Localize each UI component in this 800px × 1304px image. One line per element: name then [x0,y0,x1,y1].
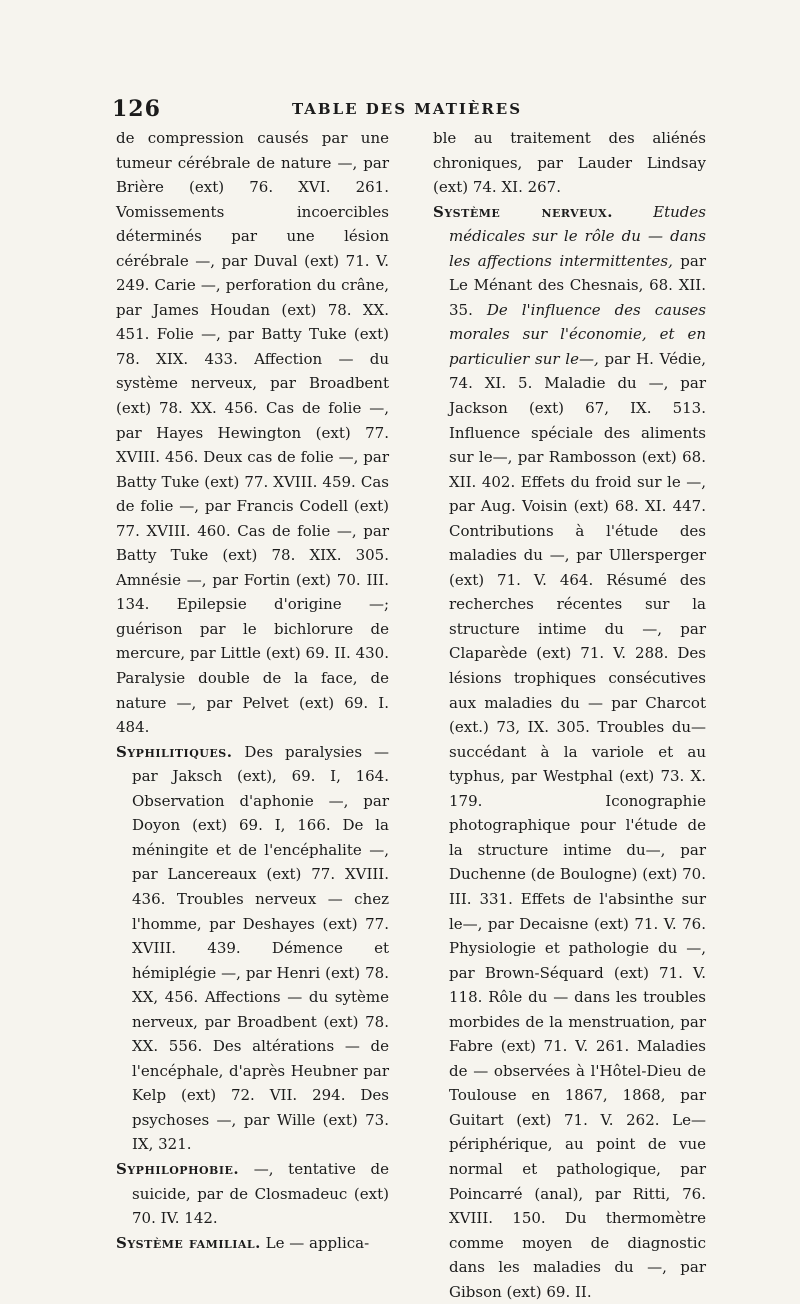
page-header [112,96,702,126]
index-entry [116,1157,389,1231]
page-number: 126 [112,96,161,122]
index-entry: de compression causés par une tumeur cérébrale de nature —, par Brière (ext) 76. XVI. 261. Vomissements incoercibles déterminés par une lésion cérébrale —, par Duval (ext) 71. V. 249. Carie —, perforation du crâne, par James Houdan (ext) 78. XX. 451. Folie —, par Batty Tuke (ext) 78. XIX. 433. Affection — du système nerveux, par Broadbent (ext) 78. XX. 456. Cas de folie —, par Hayes Hewington (ext) 77. XVIII. 456. Deux cas de folie —, par Batty Tuke (ext) 77. XVIII. 459. Cas de folie —, par Francis Codell (ext) 77. XVIII. 460. Cas de folie —, par Batty Tuke (ext) 78. XIX. 305. Amnésie —, par Fortin (ext) 70. III. 134. Epilepsie d'origine —; guérison par le bichlorure de mercure, par Little (ext) 69. II. 430. Paralysie double de la face, de nature —, par Pelvet (ext) 69. I. 484. [116,129,389,737]
entry-work-title: Etudes médicales sur le rôle du — dans les affections intermittentes, [449,202,706,270]
index-entry [116,1231,389,1256]
entry-text: —, tentative de suicide, par de Closmadeuc (ext) 70. IV. 142. [132,1159,389,1228]
index-entry [116,740,389,1157]
left-column [116,126,389,1252]
index-entry: ble au traitement des aliénés chroniques, par Lauder Lindsay (ext) 74. XI. 267. [433,129,706,197]
entry-heading: Syphilophobie. [116,1159,240,1178]
entry-text: par Le Ménant des Chesnais, 68. XII. 35. [449,251,706,319]
running-title: TABLE DES MATIÈRES [291,100,523,118]
entry-heading: Syphilitiques. [116,742,233,761]
entry-text: Le — applica- [260,1233,370,1252]
right-column [433,126,706,1301]
entry-work-title: De l'influence des causes morales sur l'économie, et en particulier sur le—, [449,300,706,368]
entry-heading: Système familial. [116,1233,261,1252]
index-columns [116,126,706,1301]
entry-text: Des paralysies — par Jaksch (ext), 69. I, 164. Observation d'aphonie —, par Doyon (ext) 69. I, 166. De la méningite et de l'encéphalite —, par Lancereaux (ext) 77. XVIII. 436. Troubles nerveux — chez l'homme, par Deshayes (ext) 77. XVIII. 439. Démence et hémiplégie —, par Henri (ext) 78. XX, 456. Affections — du sytème nerveux, par Broadbent (ext) 78. XX. 556. Des altérations — de l'encéphale, d'après Heubner par Kelp (ext) 72. VII. 294. Des psychoses —, par Wille (ext) 73. IX, 321. [132,742,389,1154]
entry-text: par H. Védie, 74. XI. 5. Maladie du —, par Jackson (ext) 67, IX. 513. Influence spéciale des aliments sur le—, par Rambosson (ext) 68. XII. 402. Effets du froid sur le —, par Aug. Voisin (ext) 68. XI. 447. Contributions à l'étude des maladies du —, par Ullersperger (ext) 71. V. 464. Résumé des recherches récentes sur la structure intime du —, par Claparède (ext) 71. V. 288. Des lésions trophiques consécutives aux maladies du — par Charcot (ext.) 73, IX. 305. Troubles du— succédant à la variole et au typhus, par Westphal (ext) 73. X. 179. Iconographie photographique pour l'étude de la structure intime du—, par Duchenne (de Boulogne) (ext) 70. III. 331. Effets de l'absinthe sur le—, par Decaisne (ext) 71. V. 76. Physiologie et pathologie du —, par Brown-Séquard (ext) 71. V. 118. Rôle du — dans les troubles morbides de la menstruation, par Fabre (ext) 71. V. 261. Maladies de — observées à l'Hôtel-Dieu de Toulouse en 1867, 1868, par Guitart (ext) 71. V. 262. Le—périphérique, au point de vue normal et pathologique, par Poincarré (anal), par Ritti, 76. XVIII. 150. Du thermomètre comme moyen de diagnostic dans les maladies du —, par Gibson (ext) 69. II. [449,349,706,1301]
index-entry [433,200,706,1304]
entry-heading: Système nerveux. [433,202,613,221]
